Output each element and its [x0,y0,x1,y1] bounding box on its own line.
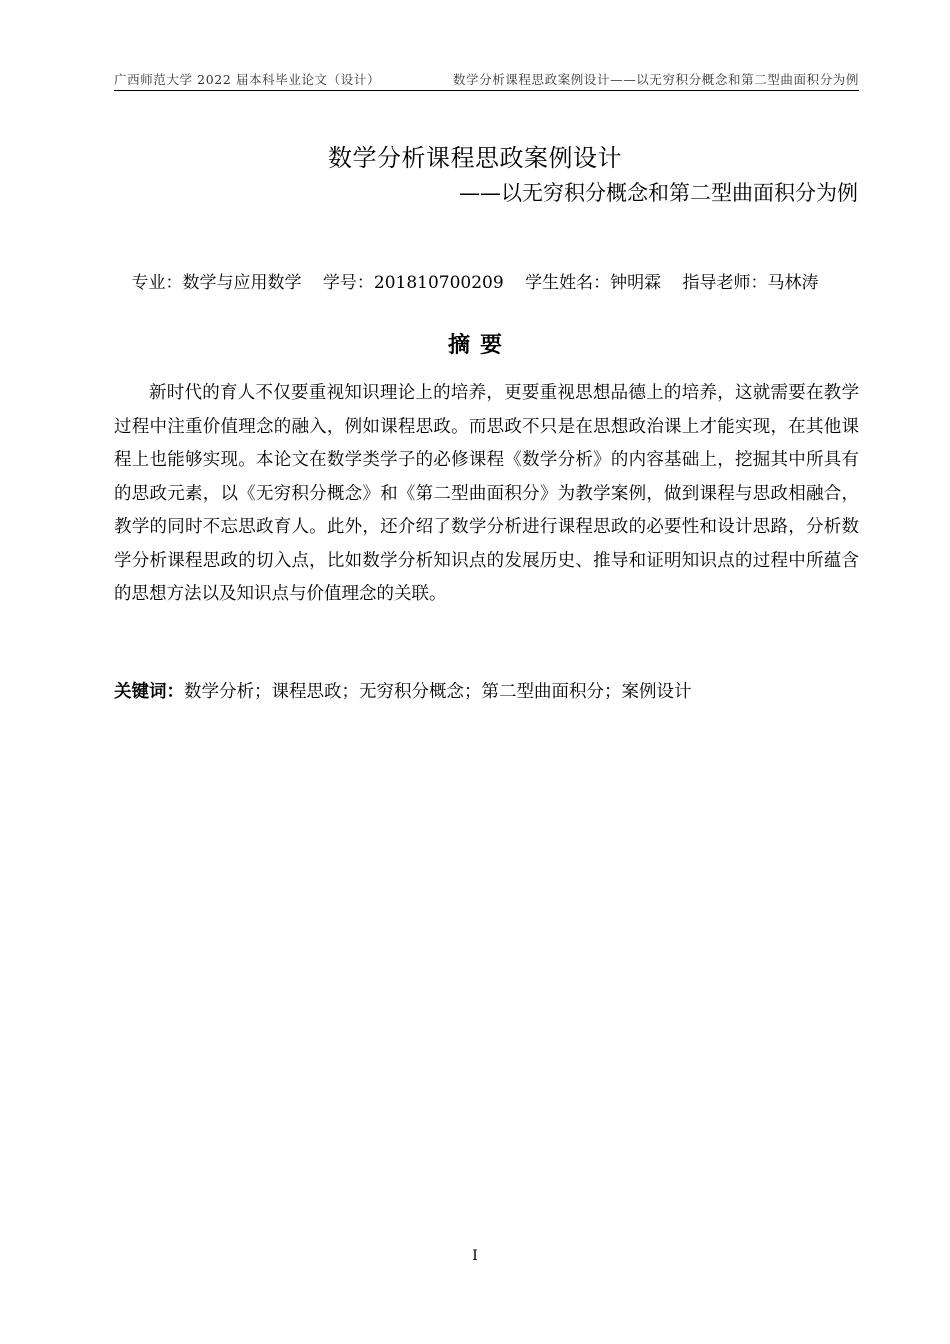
student-name-field: 学生姓名：钟明霖 [525,273,662,293]
paper-subtitle: ——以无穷积分概念和第二型曲面积分为例 [459,181,858,205]
running-header-left: 广西师范大学 2022 届本科毕业论文（设计） [114,72,381,87]
author-info [0,268,950,293]
keywords-label: 关键词： [114,682,184,702]
abstract-heading: 摘要 [447,333,512,358]
paper-title: 数学分析课程思政案例设计 [328,144,622,172]
abstract-body: 新时代的育人不仅要重视知识理论上的培养，更要重视思想品德上的培养，这就需要在教学过程中注重价值理念的融入，例如课程思政。而思政不只是在思想政治课上才能实现，在其他课程上也能够实现。本论文在数学类学子的必修课程《数学分析》的内容基础上，挖掘其中所具有的思政元素，以《无穷积分概念》和《第二型曲面积分》为教学案例，做到课程与思政相融合，教学的同时不忘思政育人。此外，还介绍了数学分析进行课程思政的必要性和设计思路，分析数学分析课程思政的切入点，比如数学分析知识点的发展历史、推导和证明知识点的过程中所蕴含的思想方法以及知识点与价值理念的关联。 [114,383,859,604]
major-field: 专业：数学与应用数学 [131,273,302,293]
running-header [114,68,859,91]
advisor-field: 指导老师：马林涛 [682,273,819,293]
keywords [114,678,859,706]
keywords-text: 数学分析；课程思政；无穷积分概念；第二型曲面积分；案例设计 [184,682,692,702]
student-id-field: 学号：201810700209 [322,273,504,293]
page-number: I [472,1248,478,1264]
running-header-right: 数学分析课程思政案例设计——以无穷积分概念和第二型曲面积分为例 [452,72,859,87]
